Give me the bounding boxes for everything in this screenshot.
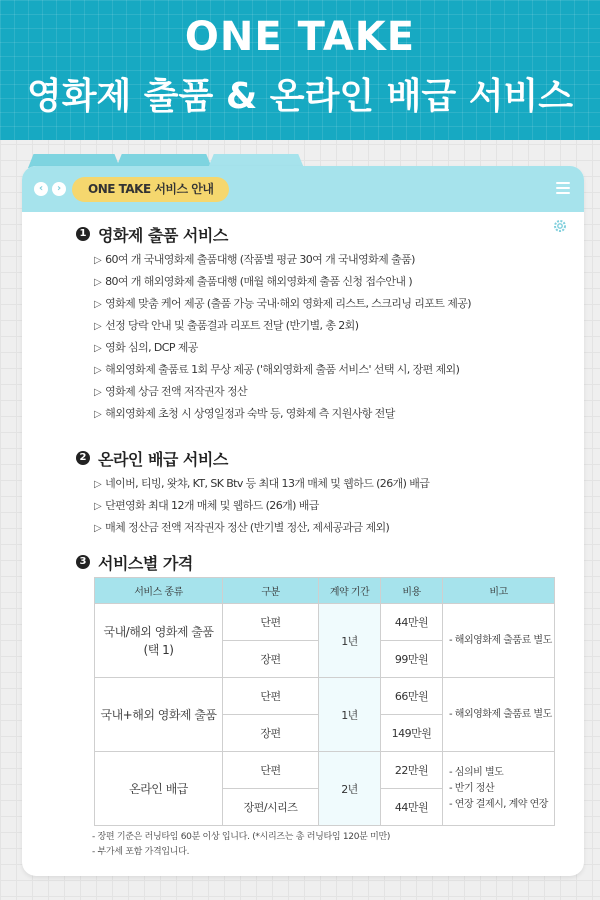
section-title: 영화제 출품 서비스 <box>98 225 228 245</box>
note-text: - 해외영화제 출품료 별도 <box>449 708 552 720</box>
cost-cell: 149만원 <box>381 715 443 752</box>
list-item <box>94 495 429 517</box>
table-header-cell: 서비스 종류 <box>95 578 223 604</box>
next-arrow-icon[interactable]: › <box>52 182 66 196</box>
type-cell: 단편 <box>223 678 319 715</box>
triangle-right-icon: ▷ <box>94 387 102 398</box>
note-text: - 반기 정산 <box>449 782 495 794</box>
table-row <box>95 678 555 715</box>
footnote: - 부가세 포함 가격입니다. <box>92 847 190 857</box>
footnote: - 장편 기준은 러닝타임 60분 이상 입니다. (*시리즈는 총 러닝타임 120분 미만) <box>92 832 391 842</box>
triangle-right-icon: ▷ <box>94 523 102 534</box>
triangle-right-icon: ▷ <box>94 479 102 490</box>
cost-cell: 44만원 <box>381 604 443 641</box>
period-cell: 2년 <box>319 752 381 826</box>
type-cell: 단편 <box>223 604 319 641</box>
period-cell: 1년 <box>319 604 381 678</box>
list-item-text: 네이버, 티빙, 왓챠, KT, SK Btv 등 최대 13개 매체 및 웹하드 (26개) 배급 <box>105 477 430 490</box>
section-number-badge: 2 <box>76 451 90 465</box>
list-item <box>94 359 471 381</box>
type-cell: 장편 <box>223 641 319 678</box>
section-title: 서비스별 가격 <box>98 553 193 573</box>
section-number-badge: 3 <box>76 555 90 569</box>
list-item <box>94 403 471 425</box>
window-title-pill: ONE TAKE 서비스 안내 <box>72 177 229 202</box>
list-item-text: 해외영화제 출품료 1회 무상 제공 ('해외영화제 출품 서비스' 선택 시, 장편 제외) <box>105 363 460 376</box>
note-cell <box>443 678 555 752</box>
note-cell <box>443 604 555 678</box>
window-titlebar <box>22 166 584 212</box>
list-item <box>94 271 471 293</box>
list-item <box>94 381 471 403</box>
table-header-cell: 비용 <box>381 578 443 604</box>
table-row <box>95 752 555 789</box>
triangle-right-icon: ▷ <box>94 409 102 420</box>
list-item-text: 영화제 상금 전액 저작권자 정산 <box>105 385 248 398</box>
type-cell: 단편 <box>223 752 319 789</box>
service-name: 국내/해외 영화제 출품 <box>103 624 214 639</box>
period-cell: 1년 <box>319 678 381 752</box>
banner-subtitle: 영화제 출품 & 온라인 배급 서비스 <box>26 76 574 117</box>
service-name-cell <box>95 678 223 752</box>
cost-cell: 99만원 <box>381 641 443 678</box>
list-item-text: 영화 심의, DCP 제공 <box>105 341 198 354</box>
prev-arrow-icon[interactable]: ‹ <box>34 182 48 196</box>
list-item-text: 매체 정산금 전액 저작권자 정산 (반기별 정산, 제세공과금 제외) <box>105 521 390 534</box>
table-header-cell: 구분 <box>223 578 319 604</box>
note-text: - 해외영화제 출품료 별도 <box>449 634 552 646</box>
section-item-list <box>94 249 471 425</box>
section-festival <box>76 223 471 425</box>
list-item <box>94 315 471 337</box>
list-item-text: 단편영화 최대 12개 매체 및 웹하드 (26개) 배급 <box>105 499 319 512</box>
note-cell <box>443 752 555 826</box>
service-name: 국내+해외 영화제 출품 <box>100 707 217 722</box>
triangle-right-icon: ▷ <box>94 501 102 512</box>
service-name-sub: (택 1) <box>143 642 174 657</box>
triangle-right-icon: ▷ <box>94 365 102 376</box>
list-item-text: 선정 당락 안내 및 출품결과 리포트 전달 (반기별, 총 2회) <box>105 319 359 332</box>
service-name-cell <box>95 752 223 826</box>
type-cell: 장편/시리즈 <box>223 789 319 826</box>
section-pricing <box>76 551 193 573</box>
list-item <box>94 293 471 315</box>
section-title: 온라인 배급 서비스 <box>98 449 228 469</box>
section-number-badge: 1 <box>76 227 90 241</box>
list-item <box>94 517 429 539</box>
table-row <box>95 604 555 641</box>
note-text: - 심의비 별도 <box>449 766 504 778</box>
triangle-right-icon: ▷ <box>94 299 102 310</box>
section-item-list <box>94 473 429 539</box>
price-table <box>94 577 555 826</box>
service-info-window <box>22 166 584 876</box>
type-cell: 장편 <box>223 715 319 752</box>
cost-cell: 66만원 <box>381 678 443 715</box>
gear-icon <box>552 218 568 234</box>
list-item <box>94 249 471 271</box>
list-item-text: 60여 개 국내영화제 출품대행 (작품별 평균 30여 개 국내영화제 출품) <box>105 253 415 266</box>
triangle-right-icon: ▷ <box>94 255 102 266</box>
section-online <box>76 447 429 539</box>
triangle-right-icon: ▷ <box>94 321 102 332</box>
header-banner <box>0 0 600 140</box>
list-item-text: 영화제 맞춤 케어 제공 (출품 가능 국내·해외 영화제 리스트, 스크리닝 리포트 제공) <box>105 297 471 310</box>
service-name-cell <box>95 604 223 678</box>
table-header-cell: 비고 <box>443 578 555 604</box>
service-name: 온라인 배급 <box>129 781 188 796</box>
table-header-cell: 계약 기간 <box>319 578 381 604</box>
banner-title: ONE TAKE <box>184 14 416 60</box>
cost-cell: 44만원 <box>381 789 443 826</box>
note-text: - 연장 결제시, 계약 연장 <box>449 798 548 810</box>
list-item <box>94 337 471 359</box>
triangle-right-icon: ▷ <box>94 277 102 288</box>
hamburger-icon[interactable] <box>556 182 570 194</box>
cost-cell: 22만원 <box>381 752 443 789</box>
table-footnotes <box>92 830 390 860</box>
list-item-text: 80여 개 해외영화제 출품대행 (매월 해외영화제 출품 신청 접수안내 ) <box>105 275 413 288</box>
list-item <box>94 473 429 495</box>
list-item-text: 해외영화제 초청 시 상영일정과 숙박 등, 영화제 측 지원사항 전달 <box>105 407 395 420</box>
triangle-right-icon: ▷ <box>94 343 102 354</box>
table-header-row <box>95 578 555 604</box>
